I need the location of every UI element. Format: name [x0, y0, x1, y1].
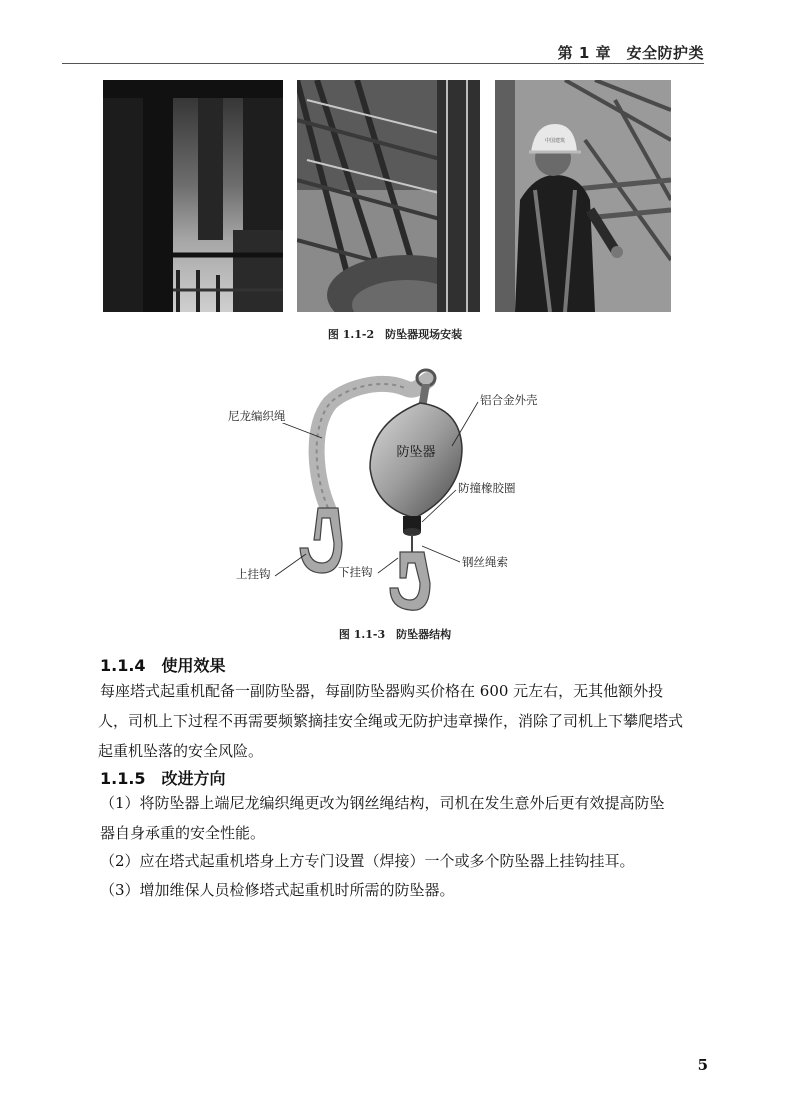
- effect-line: 人，司机上下过程不再需要频繁摘挂安全绳或无防护违章操作，消除了司机上下攀爬塔式: [98, 712, 684, 730]
- label-rubber-ring: 防撞橡胶圈: [458, 481, 516, 495]
- improvement-line: （3）增加维保人员检修塔式起重机时所需的防坠器。: [100, 881, 455, 899]
- device-label: 防坠器: [396, 445, 436, 460]
- improvement-line: 器自身承重的安全性能。: [100, 824, 266, 842]
- photo-tower-base: [103, 80, 283, 312]
- label-wire-rope: 钢丝绳索: [462, 555, 508, 569]
- upper-hook-shape: [300, 508, 342, 573]
- label-lower-hook: 下挂钩: [338, 565, 373, 579]
- photo-worker-harness: [495, 80, 671, 312]
- label-nylon-rope: 尼龙编织绳: [228, 409, 286, 423]
- label-upper-hook: 上挂钩: [236, 567, 271, 581]
- figure-caption-1-1-2: 图 1.1-2 防坠器现场安装: [327, 328, 463, 341]
- improvement-line: （1）将防坠器上端尼龙编织绳更改为钢丝绳结构，司机在发生意外后更有效提高防坠: [100, 794, 665, 812]
- lower-hook-shape: [390, 552, 430, 610]
- figure-caption-1-1-3: 图 1.1-3 防坠器结构: [338, 628, 452, 641]
- aluminum-shell-shape: [370, 403, 462, 518]
- label-aluminum-shell: 铝合金外壳: [480, 393, 538, 407]
- improvement-item: [100, 788, 722, 848]
- effect-line: 每座塔式起重机配备一副防坠器，每副防坠器购买价格在 600 元左右，无其他额外投: [100, 682, 664, 700]
- page-number: 5: [697, 1056, 708, 1074]
- photo-tower-mast: [297, 80, 480, 312]
- effect-line: 起重机坠落的安全风险。: [98, 742, 264, 760]
- improvement-item: [100, 846, 722, 876]
- fall-arrester-diagram: [230, 368, 550, 616]
- helmet-text: 中国建筑: [544, 138, 566, 144]
- section-heading-effect: 1.1.4 使用效果: [100, 656, 226, 675]
- section-heading-improvement: 1.1.5 改进方向: [100, 769, 226, 788]
- effect-paragraph: [100, 676, 720, 766]
- chapter-header: 第 1 章 安全防护类: [557, 44, 704, 62]
- header-rule: [62, 63, 704, 64]
- improvement-item: [100, 875, 722, 905]
- improvement-line: （2）应在塔式起重机塔身上方专门设置（焊接）一个或多个防坠器上挂钩挂耳。: [100, 852, 635, 870]
